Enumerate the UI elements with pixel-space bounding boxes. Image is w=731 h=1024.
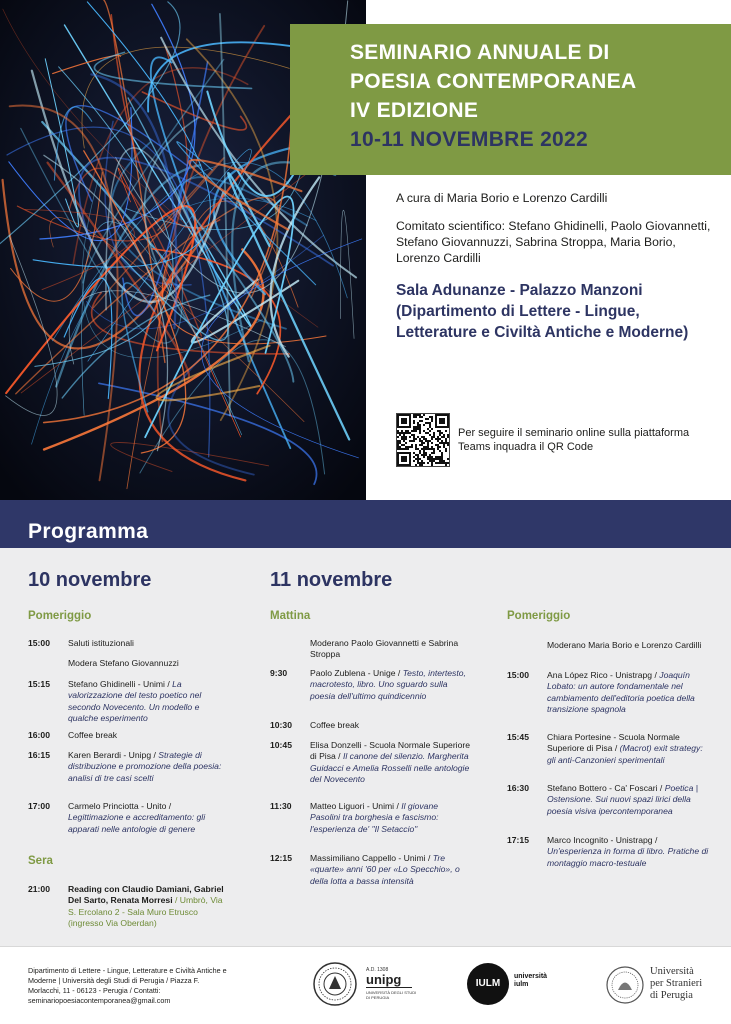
qr-instructions: Per seguire il seminario online sulla piattaforma Teams inquadra il QR Code	[458, 427, 690, 453]
edition: IV EDIZIONE	[350, 99, 479, 122]
info-column	[396, 190, 716, 343]
title-line-2: POESIA CONTEMPORANEA	[350, 70, 637, 93]
program-body: 10 novembre Pomeriggio 15:00 Saluti istituzionali Modera Stefano Giovannuzzi 15:15 Stefano Ghidinelli - Unimi / La valorizzazione del testo poetico nel secondo Novecento. Un modello e qualche esperimento 16:00 Coffee break 16:15 Karen Berardi - Unipg / Strategie di distribuzione e promozione della poesia: analisi di tre casi scelti 17:00 Carmelo Princiotta - Unito / Legittimazione e accreditamento: gli apparati nelle antologie di genere Sera 21:00 Reading con Claudio Damiani, Gabriel Del Sarto, Renata Morresi / Umbrò, Via S. Ercolano 2 - Sala Muro Etrusco (ingresso Via Oberdan) 11 novembre Mattina Moderano Paolo Giovannetti e Sabrina Stroppa 9:30 Paolo Zublena - Unige / Testo, intertesto, macrotesto, libro. Uno sguardo sulla poesia dell'ultimo quindicennio 10:30 Coffee break 10:45 Elisa Donzelli - Scuola Normale Superiore di Pisa / Il canone del silenzio. Margherita Guidacci e Amelia Rosselli nelle antologie del Novecento 11:30 Matteo Liguori - Unimi / Il giovane Pasolini tra borghesia e fascismo: l'esperienza de' "Il Setaccio" 12:15 Massimiliano Cappello - Unimi / Tre «quarte» anni '60 per «Lo Specchio», o della lotta a bassa intensità Pomeriggio Moderano Maria Borio e Lorenzo Cardilli 15:00 Ana López Rico - Unistrapg / Joaquín Lobato: un autore fondamentale nel cambiamento dell'editoria poetica della transizione spagnola 15:45 Chiara Portesine - Scuola Normale Superiore di Pisa / (Macrot) exit strategy: gli anti-Canzonieri sperimentali 16:30 Stefano Bottero - Ca' Foscari / Poetica | Ostensione. Sui nuovi spazi lirici della poesia visiva ipercontemporanea 17:15 Marco Incognito - Unistrapg / Un'esperienza in forma di libro. Pratiche di montaggio macro-testuale	[0, 548, 731, 946]
seal-icon	[605, 965, 645, 1005]
stranieri-seal-logo	[605, 965, 645, 1005]
programma-heading: Programma	[28, 520, 149, 543]
day-2-heading: 11 novembre	[270, 569, 393, 591]
day-1-evening-label: Sera	[28, 855, 53, 867]
qr-code[interactable]	[396, 413, 450, 467]
unipg-logo: A.D. 1308 unipg UNIVERSITÀ DEGLI STUDI DI PERUGIA	[366, 967, 417, 1000]
title-banner	[290, 24, 731, 175]
curators: A cura di Maria Borio e Lorenzo Cardilli	[396, 191, 608, 205]
scientific-committee: Comitato scientifico: Stefano Ghidinelli, Paolo Giovannetti, Stefano Giovannuzzi, Sabrina Stroppa, Maria Borio, Lorenzo Cardilli	[396, 219, 711, 265]
seal-icon	[312, 961, 358, 1007]
venue: Sala Adunanze - Palazzo Manzoni (Dipartimento di Lettere - Lingue, Letterature e Civiltà Antiche e Moderne)	[396, 282, 689, 341]
university-seal-logo	[312, 961, 358, 1007]
iulm-logo: IULM	[467, 963, 509, 1005]
stranieri-wordmark: Università per Stranieri di Perugia	[650, 966, 703, 1001]
event-dates: 10-11 NOVEMBRE 2022	[350, 128, 588, 151]
day-1-afternoon-label: Pomeriggio	[28, 610, 92, 622]
iulm-wordmark: università iulm	[514, 973, 548, 988]
day-1-heading: 10 novembre	[28, 569, 152, 591]
day-2-afternoon-label: Pomeriggio	[507, 610, 571, 622]
qr-code-icon	[397, 414, 449, 466]
footer	[0, 946, 731, 1024]
title-line-1: SEMINARIO ANNUALE DI	[350, 41, 610, 64]
day-2-morning-label: Mattina	[270, 610, 311, 622]
programma-band	[0, 500, 731, 548]
department-address: Dipartimento di Lettere - Lingue, Letterature e Civiltà Antiche e Moderne | Università degli Studi di Perugia / Piazza F. Morlacchi, 11 - 06123 - Perugia / Contatti: seminariopoesiacontemporanea@gmail.com	[28, 966, 227, 1005]
